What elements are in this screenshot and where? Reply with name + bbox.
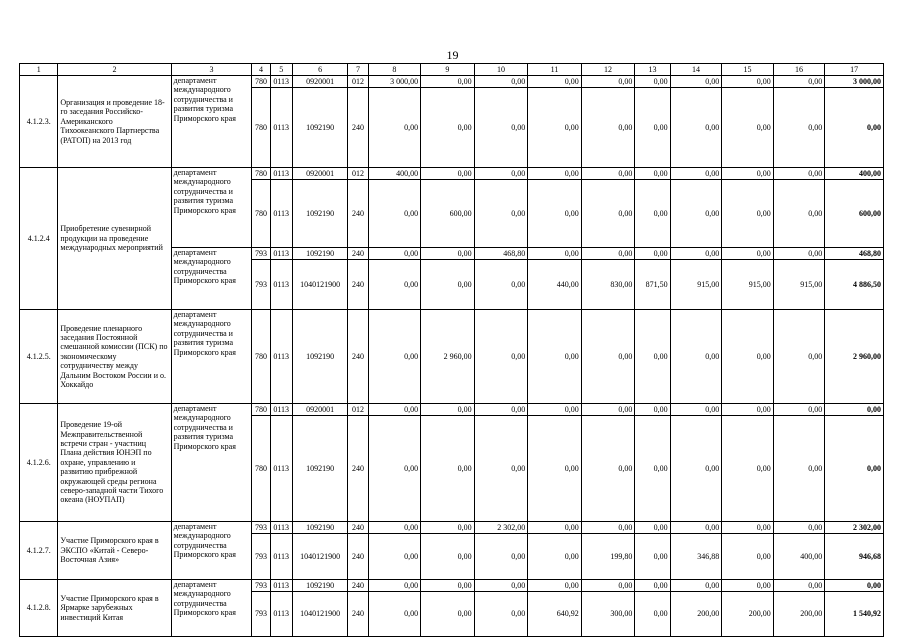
amount-cell: 0,00 bbox=[368, 416, 421, 522]
amount-cell: 0,00 bbox=[528, 522, 582, 534]
amount-cell: 0,00 bbox=[474, 310, 528, 404]
total-cell: 2 302,00 bbox=[825, 522, 884, 534]
amount-cell: 0,00 bbox=[635, 88, 670, 168]
amount-cell: 0,00 bbox=[773, 416, 825, 522]
amount-cell: 0,00 bbox=[474, 88, 528, 168]
amount-cell: 0,00 bbox=[670, 416, 722, 522]
amount-cell: 0,00 bbox=[773, 168, 825, 180]
amount-cell: 0,00 bbox=[670, 310, 722, 404]
amount-cell: 0,00 bbox=[421, 168, 475, 180]
department-name: департамент международного сотрудничества и развития туризма Приморского края bbox=[171, 168, 252, 248]
classification-code-cell: 793 bbox=[252, 260, 270, 310]
amount-cell: 0,00 bbox=[722, 580, 774, 592]
amount-cell: 0,00 bbox=[528, 180, 582, 248]
classification-code-cell: 780 bbox=[252, 416, 270, 522]
amount-cell: 0,00 bbox=[421, 522, 475, 534]
classification-code-cell: 1092190 bbox=[292, 522, 348, 534]
classification-code-cell: 1092190 bbox=[292, 310, 348, 404]
column-header: 12 bbox=[581, 64, 635, 76]
amount-cell: 0,00 bbox=[722, 88, 774, 168]
classification-code-cell: 240 bbox=[348, 416, 368, 522]
amount-cell: 400,00 bbox=[773, 534, 825, 580]
amount-cell: 0,00 bbox=[368, 592, 421, 637]
amount-cell: 0,00 bbox=[670, 180, 722, 248]
amount-cell: 0,00 bbox=[773, 310, 825, 404]
column-header: 2 bbox=[58, 64, 171, 76]
column-header: 5 bbox=[270, 64, 292, 76]
amount-cell: 3 000,00 bbox=[368, 76, 421, 88]
amount-cell: 0,00 bbox=[368, 248, 421, 260]
total-cell: 468,80 bbox=[825, 248, 884, 260]
amount-cell: 0,00 bbox=[635, 310, 670, 404]
classification-code-cell: 0113 bbox=[270, 260, 292, 310]
amount-cell: 0,00 bbox=[635, 580, 670, 592]
total-cell: 400,00 bbox=[825, 168, 884, 180]
classification-code-cell: 0113 bbox=[270, 522, 292, 534]
amount-cell: 0,00 bbox=[368, 88, 421, 168]
classification-code-cell: 780 bbox=[252, 88, 270, 168]
classification-code-cell: 793 bbox=[252, 522, 270, 534]
amount-cell: 0,00 bbox=[421, 88, 475, 168]
amount-cell: 0,00 bbox=[368, 522, 421, 534]
amount-cell: 200,00 bbox=[773, 592, 825, 637]
amount-cell: 0,00 bbox=[670, 522, 722, 534]
amount-cell: 200,00 bbox=[670, 592, 722, 637]
amount-cell: 0,00 bbox=[722, 180, 774, 248]
amount-cell: 0,00 bbox=[722, 522, 774, 534]
amount-cell: 0,00 bbox=[581, 580, 635, 592]
amount-cell: 0,00 bbox=[581, 310, 635, 404]
amount-cell: 2 960,00 bbox=[421, 310, 475, 404]
department-name: департамент международного сотрудничества Приморского края bbox=[171, 580, 252, 637]
classification-code-cell: 780 bbox=[252, 310, 270, 404]
amount-cell: 0,00 bbox=[474, 260, 528, 310]
column-header: 13 bbox=[635, 64, 670, 76]
amount-cell: 0,00 bbox=[474, 580, 528, 592]
department-name: департамент международного сотрудничества и развития туризма Приморского края bbox=[171, 404, 252, 522]
amount-cell: 0,00 bbox=[421, 592, 475, 637]
amount-cell: 915,00 bbox=[670, 260, 722, 310]
amount-cell: 200,00 bbox=[722, 592, 774, 637]
amount-cell: 300,00 bbox=[581, 592, 635, 637]
amount-cell: 2 302,00 bbox=[474, 522, 528, 534]
budget-table bbox=[19, 63, 884, 637]
amount-cell: 0,00 bbox=[368, 404, 421, 416]
amount-cell: 0,00 bbox=[722, 404, 774, 416]
amount-cell: 0,00 bbox=[368, 534, 421, 580]
amount-cell: 0,00 bbox=[421, 580, 475, 592]
classification-code-cell: 0113 bbox=[270, 592, 292, 637]
classification-code-cell: 240 bbox=[348, 522, 368, 534]
total-cell: 2 960,00 bbox=[825, 310, 884, 404]
header-row bbox=[20, 64, 884, 76]
amount-cell: 0,00 bbox=[635, 76, 670, 88]
department-name: департамент международного сотрудничества и развития туризма Приморского края bbox=[171, 310, 252, 404]
classification-code-cell: 012 bbox=[348, 76, 368, 88]
amount-cell: 0,00 bbox=[474, 404, 528, 416]
amount-cell: 0,00 bbox=[528, 88, 582, 168]
amount-cell: 0,00 bbox=[368, 580, 421, 592]
amount-cell: 830,00 bbox=[581, 260, 635, 310]
classification-code-cell: 780 bbox=[252, 168, 270, 180]
item-name: Проведение 19-ой Межправительственной встречи стран - участниц Плана действия ЮНЭП по охране, управлению и развитию прибрежной окружающей среды региона северо-западной части Тихого океана (НОУПАП) bbox=[58, 404, 171, 522]
amount-cell: 0,00 bbox=[773, 88, 825, 168]
amount-cell: 0,00 bbox=[474, 534, 528, 580]
amount-cell: 0,00 bbox=[773, 404, 825, 416]
amount-cell: 0,00 bbox=[670, 580, 722, 592]
department-name: департамент международного сотрудничества и развития туризма Приморского края bbox=[171, 76, 252, 168]
table-row bbox=[20, 310, 884, 404]
amount-cell: 0,00 bbox=[670, 168, 722, 180]
classification-code-cell: 0113 bbox=[270, 76, 292, 88]
table-row bbox=[20, 76, 884, 88]
amount-cell: 0,00 bbox=[528, 76, 582, 88]
amount-cell: 915,00 bbox=[773, 260, 825, 310]
total-cell: 0,00 bbox=[825, 404, 884, 416]
amount-cell: 915,00 bbox=[722, 260, 774, 310]
classification-code-cell: 780 bbox=[252, 404, 270, 416]
classification-code-cell: 012 bbox=[348, 404, 368, 416]
classification-code-cell: 240 bbox=[348, 580, 368, 592]
column-header: 11 bbox=[528, 64, 582, 76]
amount-cell: 0,00 bbox=[581, 88, 635, 168]
total-cell: 600,00 bbox=[825, 180, 884, 248]
amount-cell: 0,00 bbox=[474, 168, 528, 180]
classification-code-cell: 240 bbox=[348, 180, 368, 248]
classification-code-cell: 240 bbox=[348, 592, 368, 637]
column-header: 15 bbox=[722, 64, 774, 76]
classification-code-cell: 793 bbox=[252, 248, 270, 260]
amount-cell: 0,00 bbox=[528, 310, 582, 404]
amount-cell: 0,00 bbox=[773, 180, 825, 248]
amount-cell: 0,00 bbox=[722, 416, 774, 522]
amount-cell: 0,00 bbox=[474, 76, 528, 88]
item-name: Организация и проведение 18-го заседания Российско-Американского Тихоокеанского Партнерства (РАТОП) на 2013 год bbox=[58, 76, 171, 168]
amount-cell: 0,00 bbox=[421, 76, 475, 88]
amount-cell: 0,00 bbox=[722, 76, 774, 88]
amount-cell: 0,00 bbox=[773, 248, 825, 260]
amount-cell: 0,00 bbox=[581, 522, 635, 534]
amount-cell: 0,00 bbox=[635, 416, 670, 522]
classification-code-cell: 240 bbox=[348, 88, 368, 168]
item-name: Участие Приморского края в ЭКСПО «Китай - Северо-Восточная Азия» bbox=[58, 522, 171, 580]
amount-cell: 0,00 bbox=[421, 260, 475, 310]
column-header: 17 bbox=[825, 64, 884, 76]
classification-code-cell: 1092190 bbox=[292, 248, 348, 260]
classification-code-cell: 0920001 bbox=[292, 168, 348, 180]
amount-cell: 0,00 bbox=[474, 416, 528, 522]
amount-cell: 0,00 bbox=[635, 404, 670, 416]
classification-code-cell: 240 bbox=[348, 260, 368, 310]
total-cell: 0,00 bbox=[825, 580, 884, 592]
amount-cell: 0,00 bbox=[528, 534, 582, 580]
amount-cell: 0,00 bbox=[722, 534, 774, 580]
item-code: 4.1.2.6. bbox=[20, 404, 58, 522]
amount-cell: 0,00 bbox=[670, 76, 722, 88]
amount-cell: 0,00 bbox=[581, 404, 635, 416]
amount-cell: 0,00 bbox=[722, 248, 774, 260]
amount-cell: 0,00 bbox=[670, 404, 722, 416]
amount-cell: 0,00 bbox=[528, 416, 582, 522]
amount-cell: 0,00 bbox=[528, 248, 582, 260]
amount-cell: 0,00 bbox=[581, 168, 635, 180]
classification-code-cell: 780 bbox=[252, 180, 270, 248]
classification-code-cell: 0113 bbox=[270, 580, 292, 592]
amount-cell: 0,00 bbox=[635, 522, 670, 534]
amount-cell: 640,92 bbox=[528, 592, 582, 637]
amount-cell: 0,00 bbox=[581, 248, 635, 260]
amount-cell: 0,00 bbox=[670, 88, 722, 168]
amount-cell: 0,00 bbox=[773, 580, 825, 592]
amount-cell: 600,00 bbox=[421, 180, 475, 248]
classification-code-cell: 0113 bbox=[270, 416, 292, 522]
amount-cell: 0,00 bbox=[368, 260, 421, 310]
item-code: 4.1.2.3. bbox=[20, 76, 58, 168]
classification-code-cell: 1092190 bbox=[292, 88, 348, 168]
column-header: 14 bbox=[670, 64, 722, 76]
column-header: 9 bbox=[421, 64, 475, 76]
amount-cell: 0,00 bbox=[421, 416, 475, 522]
table-row bbox=[20, 168, 884, 180]
amount-cell: 0,00 bbox=[421, 404, 475, 416]
item-code: 4.1.2.8. bbox=[20, 580, 58, 637]
classification-code-cell: 012 bbox=[348, 168, 368, 180]
item-code: 4.1.2.4 bbox=[20, 168, 58, 310]
classification-code-cell: 793 bbox=[252, 580, 270, 592]
amount-cell: 0,00 bbox=[528, 580, 582, 592]
total-cell: 4 886,50 bbox=[825, 260, 884, 310]
page-number: 19 bbox=[446, 48, 459, 62]
amount-cell: 0,00 bbox=[474, 592, 528, 637]
amount-cell: 0,00 bbox=[722, 310, 774, 404]
classification-code-cell: 240 bbox=[348, 534, 368, 580]
classification-code-cell: 0113 bbox=[270, 248, 292, 260]
classification-code-cell: 1040121900 bbox=[292, 592, 348, 637]
amount-cell: 871,50 bbox=[635, 260, 670, 310]
amount-cell: 0,00 bbox=[421, 248, 475, 260]
amount-cell: 0,00 bbox=[635, 168, 670, 180]
item-name: Проведение пленарного заседания Постоянной смешанной комиссии (ПСК) по экономическому сотрудничеству между Дальним Востоком России и о. Хоккайдо bbox=[58, 310, 171, 404]
amount-cell: 346,88 bbox=[670, 534, 722, 580]
amount-cell: 0,00 bbox=[581, 76, 635, 88]
amount-cell: 0,00 bbox=[528, 404, 582, 416]
column-header: 10 bbox=[474, 64, 528, 76]
amount-cell: 0,00 bbox=[722, 168, 774, 180]
amount-cell: 468,80 bbox=[474, 248, 528, 260]
item-code: 4.1.2.7. bbox=[20, 522, 58, 580]
classification-code-cell: 793 bbox=[252, 592, 270, 637]
item-name: Приобретение сувенирной продукции на проведение международных мероприятий bbox=[58, 168, 171, 310]
amount-cell: 0,00 bbox=[368, 180, 421, 248]
column-header: 3 bbox=[171, 64, 252, 76]
table-row bbox=[20, 580, 884, 592]
item-code: 4.1.2.5. bbox=[20, 310, 58, 404]
amount-cell: 199,80 bbox=[581, 534, 635, 580]
classification-code-cell: 1092190 bbox=[292, 180, 348, 248]
column-header: 16 bbox=[773, 64, 825, 76]
total-cell: 946,68 bbox=[825, 534, 884, 580]
amount-cell: 0,00 bbox=[421, 534, 475, 580]
classification-code-cell: 1040121900 bbox=[292, 534, 348, 580]
column-header: 4 bbox=[252, 64, 270, 76]
classification-code-cell: 0113 bbox=[270, 180, 292, 248]
amount-cell: 0,00 bbox=[528, 168, 582, 180]
total-cell: 3 000,00 bbox=[825, 76, 884, 88]
classification-code-cell: 0113 bbox=[270, 168, 292, 180]
total-cell: 0,00 bbox=[825, 88, 884, 168]
classification-code-cell: 1092190 bbox=[292, 416, 348, 522]
table-row bbox=[20, 404, 884, 416]
classification-code-cell: 240 bbox=[348, 310, 368, 404]
classification-code-cell: 0113 bbox=[270, 404, 292, 416]
amount-cell: 0,00 bbox=[635, 248, 670, 260]
amount-cell: 440,00 bbox=[528, 260, 582, 310]
classification-code-cell: 0113 bbox=[270, 310, 292, 404]
classification-code-cell: 1040121900 bbox=[292, 260, 348, 310]
amount-cell: 0,00 bbox=[368, 310, 421, 404]
classification-code-cell: 0920001 bbox=[292, 76, 348, 88]
total-cell: 0,00 bbox=[825, 416, 884, 522]
classification-code-cell: 0113 bbox=[270, 534, 292, 580]
column-header: 8 bbox=[368, 64, 421, 76]
amount-cell: 0,00 bbox=[635, 534, 670, 580]
amount-cell: 0,00 bbox=[773, 522, 825, 534]
amount-cell: 0,00 bbox=[773, 76, 825, 88]
amount-cell: 0,00 bbox=[581, 180, 635, 248]
column-header: 1 bbox=[20, 64, 58, 76]
amount-cell: 0,00 bbox=[635, 592, 670, 637]
table-row bbox=[20, 522, 884, 534]
classification-code-cell: 240 bbox=[348, 248, 368, 260]
item-name: Участие Приморского края в Ярмарке зарубежных инвестиций Китая bbox=[58, 580, 171, 637]
classification-code-cell: 0920001 bbox=[292, 404, 348, 416]
amount-cell: 0,00 bbox=[474, 180, 528, 248]
amount-cell: 0,00 bbox=[670, 248, 722, 260]
department-name: департамент международного сотрудничества Приморского края bbox=[171, 248, 252, 310]
column-header: 6 bbox=[292, 64, 348, 76]
column-header: 7 bbox=[348, 64, 368, 76]
amount-cell: 0,00 bbox=[635, 180, 670, 248]
classification-code-cell: 0113 bbox=[270, 88, 292, 168]
classification-code-cell: 1092190 bbox=[292, 580, 348, 592]
amount-cell: 0,00 bbox=[581, 416, 635, 522]
classification-code-cell: 793 bbox=[252, 534, 270, 580]
department-name: департамент международного сотрудничества Приморского края bbox=[171, 522, 252, 580]
classification-code-cell: 780 bbox=[252, 76, 270, 88]
amount-cell: 400,00 bbox=[368, 168, 421, 180]
total-cell: 1 540,92 bbox=[825, 592, 884, 637]
